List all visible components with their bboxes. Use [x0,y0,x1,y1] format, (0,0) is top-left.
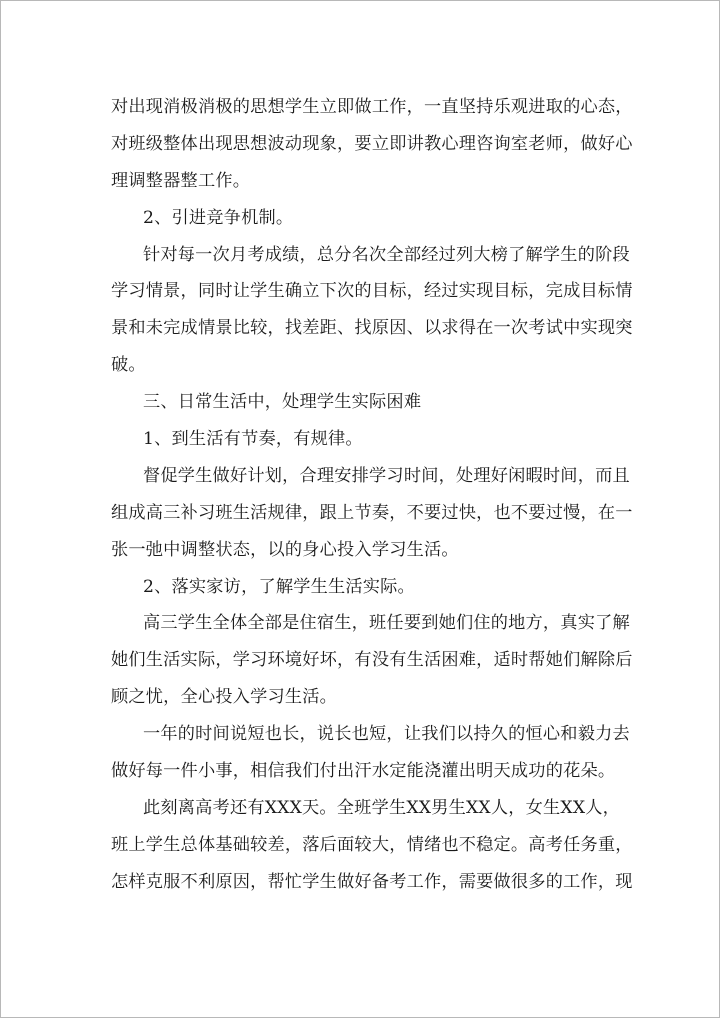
text-line: 督促学生做好计划，合理安排学习时间，处理好闲暇时间，而且 [143,465,630,486]
text-line: 一年的时间说短也长，说长也短，让我们以持久的恒心和毅力去 [143,724,630,745]
section-heading: 三、日常生活中，处理学生实际困难 [143,392,422,413]
text-line: 学习情景，同时让学生确立下次的目标，经过实现目标，完成目标情 [111,281,633,302]
text-line: 怎样克服不利原因，帮忙学生做好备考工作，需要做很多的工作，现 [111,871,633,892]
text-line: 景和未完成情景比较，找差距、找原因、以求得在一次考试中实现突 [111,318,633,339]
section-heading: 1、到生活有节奏，有规律。 [143,429,363,450]
text-line: 顾之忧，全心投入学习生活。 [111,687,338,708]
section-heading: 2、落实家访，了解学生生活实际。 [143,576,415,597]
text-line: 对班级整体出现思想波动现象，要立即讲教心理咨询室老师，做好心 [111,133,633,154]
text-line: 此刻离高考还有XXX天。全班学生XX男生XX人，女生XX人， [143,797,621,818]
document-body [111,89,633,901]
text-line: 高三学生全体全部是住宿生，班任要到她们住的地方，真实了解 [143,613,630,634]
text-line: 她们生活实际，学习环境好坏，有没有生活困难，适时帮她们解除后 [111,650,633,671]
section-heading: 2、引进竞争机制。 [143,207,294,228]
text-line: 做好每一件小事，相信我们付出汗水定能浇灌出明天成功的花朵。 [111,761,616,782]
text-line: 张一弛中调整状态，以的身心投入学习生活。 [111,539,459,560]
text-line: 破。 [111,355,146,376]
text-line: 对出现消极消极的思想学生立即做工作，一直坚持乐观进取的心态， [111,97,633,117]
text-line: 理调整器整工作。 [111,170,251,191]
text-line: 班上学生总体基础较差，落后面较大，情绪也不稳定。高考任务重， [111,834,633,855]
text-line: 针对每一次月考成绩，总分名次全部经过列大榜了解学生的阶段 [143,244,630,265]
text-line: 组成高三补习班生活规律，跟上节奏，不要过快，也不要过慢，在一 [111,502,633,523]
